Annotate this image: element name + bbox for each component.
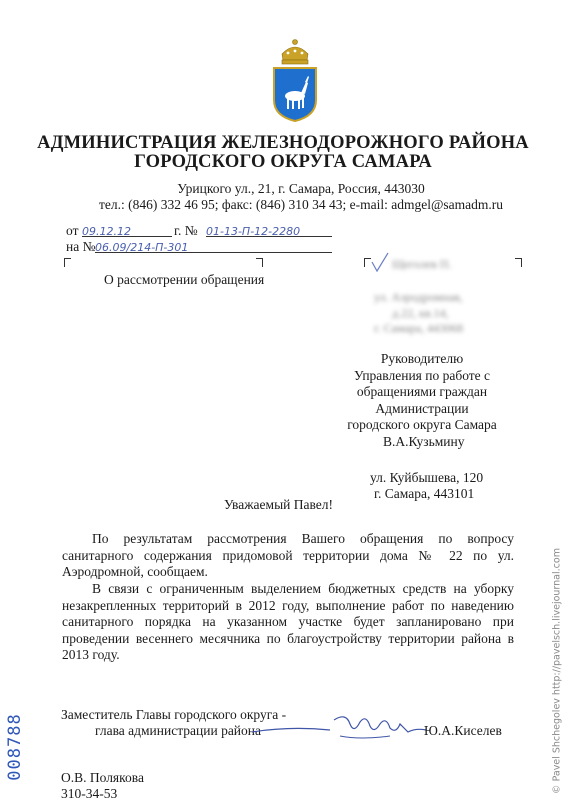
- recipient-name: В.А.Кузьмину: [383, 434, 465, 449]
- organization-title-line2: ГОРОДСКОГО ОКРУГА САМАРА: [134, 152, 432, 172]
- ref-incoming-field: [95, 238, 332, 253]
- subject-bracket-left: [64, 258, 71, 267]
- sender-address-line2: д.22, кв.14,: [392, 306, 449, 320]
- stamp-number-container: [5, 712, 25, 782]
- organization-contacts: тел.: (846) 332 46 95; факс: (846) 310 34 43; e-mail: admgel@samadm.ru: [98, 197, 504, 212]
- executor-name: О.В. Полякова: [61, 770, 144, 785]
- ref-number-value: 01-13-П-12-2280: [206, 225, 301, 238]
- ref-year-label: г. №: [174, 223, 198, 238]
- ref-to-label: на №: [66, 239, 96, 254]
- recipient-street: ул. Куйбышева, 120: [370, 470, 484, 485]
- signatory-title-line2: глава администрации района: [95, 723, 262, 738]
- checkmark-icon: [370, 252, 390, 274]
- subject-bracket-right: [256, 258, 263, 267]
- recipient-line2: Управления по работе с: [353, 367, 491, 383]
- address-bracket-right: [515, 258, 522, 267]
- signatory-title-line1: Заместитель Главы городского округа -: [61, 707, 287, 722]
- handwritten-signature-icon: [250, 706, 430, 742]
- subject-line: О рассмотрении обращения: [104, 272, 265, 287]
- recipient-line5: городского округа Самара: [347, 417, 497, 432]
- sender-address-line3: г. Самара, 443068: [374, 321, 464, 335]
- body-paragraph-2: В связи с ограниченным выделением бюджетных средств на уборку незакрепленных территорий в 2012 году, выполнение работ по наведению санитарного порядка на указанном участке будет запланировано при проведении весеннего месячника по благоустройству территории района в 2013 году.: [62, 581, 514, 662]
- stamp-number: 008788: [5, 713, 25, 781]
- recipient-city: г. Самара, 443101: [374, 486, 475, 501]
- sender-name: Щеголев П.: [392, 257, 452, 271]
- organization-title-line1: АДМИНИСТРАЦИЯ ЖЕЛЕЗНОДОРОЖНОГО РАЙОНА: [37, 133, 529, 153]
- body-paragraph-1: По результатам рассмотрения Вашего обращения по вопросу санитарного содержания придомовой территории дома № 22 по ул. Аэродромной, сообщаем.: [62, 531, 514, 579]
- ref-date-value: 09.12.12: [82, 225, 131, 238]
- watermark-container: [548, 540, 566, 802]
- recipient-block: [330, 351, 514, 434]
- recipient-line1: Руководителю: [380, 351, 464, 366]
- watermark-text: © Pavel Shchegolev http://pavelsch.livejournal.com: [551, 548, 563, 794]
- samara-coat-of-arms-icon: [270, 38, 320, 122]
- signatory-name: Ю.А.Киселев: [424, 723, 502, 738]
- ref-number-field: [206, 222, 332, 237]
- sender-address-line1: ул. Аэродромная,: [374, 290, 463, 304]
- recipient-line4: Администрации: [375, 400, 469, 416]
- ref-date-field: [82, 222, 172, 237]
- recipient-line3: обращениями граждан: [356, 384, 488, 399]
- organization-address: Урицкого ул., 21, г. Самара, Россия, 443030: [177, 181, 425, 196]
- greeting: Уважаемый Павел!: [224, 497, 334, 512]
- ref-incoming-value: 06.09/214-П-301: [95, 241, 189, 254]
- executor-phone: 310-34-53: [61, 786, 118, 801]
- ref-from-label: от: [66, 223, 79, 238]
